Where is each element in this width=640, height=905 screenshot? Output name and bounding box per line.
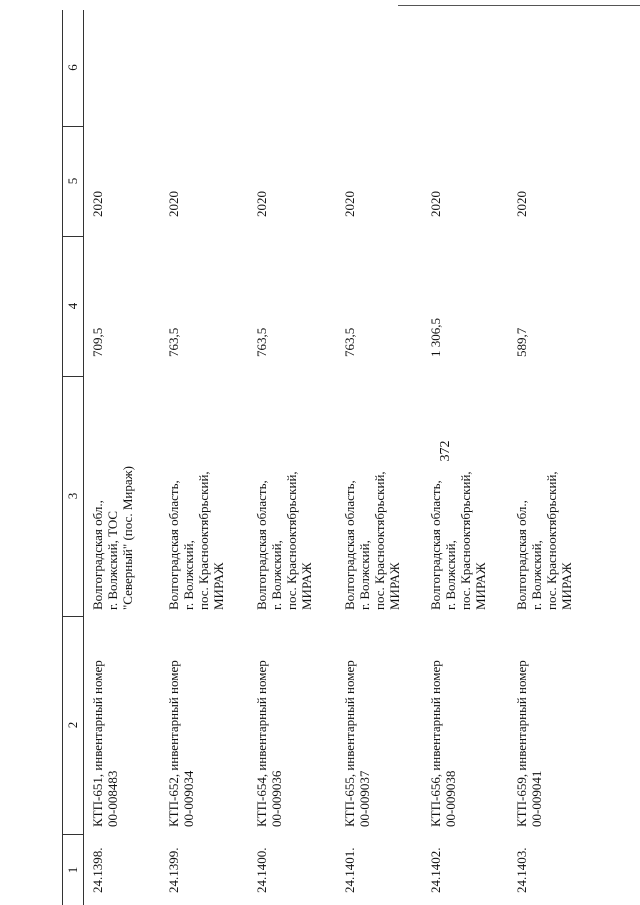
object-year: 2020	[90, 191, 105, 217]
header-col-6: 6	[63, 9, 83, 127]
object-name: КТП-651, инвентарный номер 00-008483	[90, 660, 120, 827]
object-address: Волгоградская обл., г. Волжский, пос. Краснооктябрьский, МИРАЖ	[514, 471, 574, 610]
table-header-row	[62, 10, 84, 905]
header-col-5: 5	[63, 126, 83, 237]
row-number: 24.1403.	[514, 847, 529, 893]
object-address: Волгоградская область, г. Волжский, пос. Краснооктябрьский, МИРАЖ	[428, 471, 488, 610]
row-number: 24.1401.	[342, 847, 357, 893]
table-row	[428, 10, 513, 905]
row-number: 24.1402.	[428, 847, 443, 893]
row-number: 24.1399.	[166, 847, 181, 893]
table-row	[342, 10, 427, 905]
property-table	[62, 10, 574, 905]
table-row	[514, 10, 599, 905]
object-value: 763,5	[254, 327, 269, 357]
object-value: 709,5	[90, 327, 105, 357]
object-name: КТП-652, инвентарный номер 00-009034	[166, 660, 196, 827]
object-address: Волгоградская область, г. Волжский, пос. Краснооктябрьский, МИРАЖ	[342, 471, 402, 610]
object-address: Волгоградская область, г. Волжский, пос. Краснооктябрьский, МИРАЖ	[166, 471, 226, 610]
page-number: 372	[438, 440, 453, 462]
object-year: 2020	[166, 191, 181, 217]
header-col-1: 1	[65, 866, 80, 874]
object-year: 2020	[428, 191, 443, 217]
object-value: 589,7	[514, 327, 529, 357]
object-year: 2020	[254, 191, 269, 217]
header-col-4: 4	[63, 236, 83, 377]
row-number: 24.1400.	[254, 847, 269, 893]
object-address: Волгоградская область, г. Волжский, пос. Краснооктябрьский, МИРАЖ	[254, 471, 314, 610]
object-year: 2020	[342, 191, 357, 217]
table-row	[254, 10, 339, 905]
table-row	[90, 10, 175, 905]
object-name: КТП-655, инвентарный номер 00-009037	[342, 660, 372, 827]
object-value: 763,5	[166, 327, 181, 357]
object-value: 763,5	[342, 327, 357, 357]
object-name: КТП-656, инвентарный номер 00-009038	[428, 660, 458, 827]
object-name: КТП-659, инвентарный номер 00-009041	[514, 660, 544, 827]
object-year: 2020	[514, 191, 529, 217]
table-row	[166, 10, 251, 905]
header-col-2: 2	[63, 616, 83, 835]
row-number: 24.1398.	[90, 847, 105, 893]
object-name: КТП-654, инвентарный номер 00-009036	[254, 660, 284, 827]
object-value: 1 306,5	[428, 318, 443, 357]
object-address: Волгоградская обл., г. Волжский, ТОС "Северный" (пос. Мираж)	[90, 466, 135, 610]
header-col-3: 3	[63, 376, 83, 617]
